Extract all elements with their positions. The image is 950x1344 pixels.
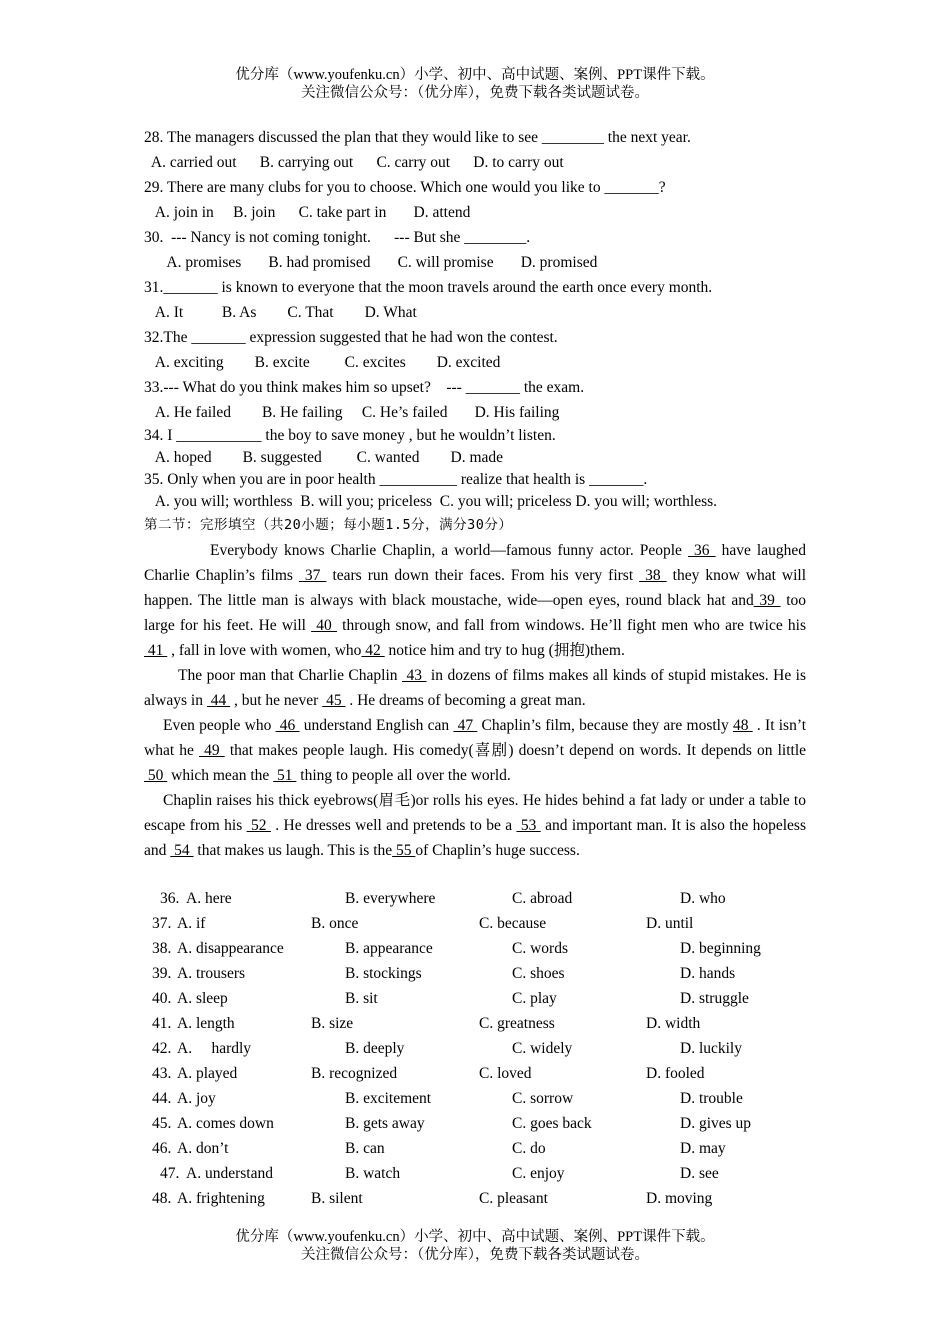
cloze-option-row-40: 40. A. sleep B. sit C. play D. struggle <box>152 990 749 1007</box>
blank-47: 47 <box>453 717 478 734</box>
cloze-option-row-38: 38. A. disappearance B. appearance C. words D. beginning <box>152 940 761 957</box>
blank-37: 37 <box>298 567 327 584</box>
passage-paragraph-4: Chaplin raises his thick eyebrows(眉毛)or rolls his eyes. He hides behind a fat lady or under a table to escape from his 52 . He dresses well and pretends to be a 53 and important man. It is also the hopeless and 54 that makes us laugh. This is the 55 of Chaplin’s huge success. <box>144 792 806 859</box>
blank-52: 52 <box>246 817 271 834</box>
question-33-options: A. He failed B. He failing C. He’s failed D. His failing <box>144 404 560 421</box>
blank-49: 49 <box>199 742 225 759</box>
page-header <box>0 66 950 102</box>
question-31-options: A. It B. As C. That D. What <box>144 304 417 321</box>
question-32-options: A. exciting B. excite C. excites D. excited <box>144 354 501 371</box>
cloze-option-row-45: 45. A. comes down B. gets away C. goes back D. gives up <box>152 1115 752 1132</box>
question-32-stem: 32.The _______ expression suggested that he had won the contest. <box>144 329 558 346</box>
blank-45: 45 <box>322 692 346 709</box>
question-33-stem: 33.--- What do you think makes him so upset? --- _______ the exam. <box>144 379 585 396</box>
header-line-1: 优分库（www.youfenku.cn）小学、初中、高中试题、案例、PPT课件下载。 <box>235 67 715 83</box>
question-28-options: A. carried out B. carrying out C. carry out D. to carry out <box>144 154 564 171</box>
question-31-stem: 31._______ is known to everyone that the moon travels around the earth once every month. <box>144 279 713 296</box>
cloze-option-row-39: 39. A. trousers B. stockings C. shoes D. hands <box>152 965 736 982</box>
cloze-option-row-41: 41. A. length B. size C. greatness D. width <box>152 1015 701 1032</box>
question-35-stem: 35. Only when you are in poor health __________ realize that health is _______. <box>144 471 648 488</box>
footer-line-1: 优分库（www.youfenku.cn）小学、初中、高中试题、案例、PPT课件下载。 <box>235 1229 715 1245</box>
blank-44: 44 <box>206 692 231 709</box>
blank-42: 42 <box>361 642 385 659</box>
question-29-stem: 29. There are many clubs for you to choose. Which one would you like to _______? <box>144 179 666 196</box>
blank-40: 40 <box>311 617 337 634</box>
blank-48: 48 <box>732 717 753 734</box>
header-line-2: 关注微信公众号：（优分库），免费下载各类试题试卷。 <box>301 85 649 101</box>
footer-line-2: 关注微信公众号：（优分库），免费下载各类试题试卷。 <box>301 1247 649 1263</box>
question-30-stem: 30. --- Nancy is not coming tonight. --- But she ________. <box>144 229 531 246</box>
blank-54: 54 <box>170 842 194 859</box>
question-29-options: A. join in B. join C. take part in D. attend <box>144 204 471 221</box>
exam-content <box>144 125 806 863</box>
blank-39: 39 <box>753 592 781 609</box>
cloze-option-row-46: 46. A. don’t B. can C. do D. may <box>152 1140 726 1157</box>
page-footer <box>0 1228 950 1264</box>
question-34-options: A. hoped B. suggested C. wanted D. made <box>144 449 504 466</box>
passage-paragraph-1: Everybody knows Charlie Chaplin, a world—famous funny actor. People 36 have laughed Charlie Chaplin’s films 37 tears run down their faces. From his very first 38 they know what will happen. The little man is always with black moustache, wide—open eyes, round black hat and 39 too large for his feet. He will 40 through snow, and fall from windows. He’ll fight men who are twice his 41 , fall in love with women, who 42 notice him and try to hug (拥抱)them. <box>144 542 807 659</box>
section-title: 第二节：完形填空（共20小题；每小题1.5分，满分30分） <box>144 517 513 533</box>
blank-55: 55 <box>392 842 416 859</box>
blank-51: 51 <box>273 767 297 784</box>
blank-38: 38 <box>639 567 667 584</box>
cloze-option-row-47: 47. A. understand B. watch C. enjoy D. see <box>160 1165 719 1182</box>
cloze-option-row-43: 43. A. played B. recognized C. loved D. fooled <box>152 1065 705 1082</box>
cloze-option-row-36: 36. A. here B. everywhere C. abroad D. who <box>160 890 726 907</box>
passage-paragraph-2: The poor man that Charlie Chaplin 43 in dozens of films makes all kinds of stupid mistakes. He is always in 44 , but he never 45 . He dreams of becoming a great man. <box>144 667 807 709</box>
question-28-stem: 28. The managers discussed the plan that they would like to see ________ the next year. <box>144 129 691 146</box>
passage-paragraph-3: Even people who 46 understand English can 47 Chaplin’s film, because they are mostly 48 . It isn’t what he 49 that makes people laugh. His comedy(喜剧) doesn’t depend on words. It depends on little 50 which mean the 51 thing to people all over the world. <box>144 717 807 784</box>
question-30-options: A. promises B. had promised C. will promise D. promised <box>144 254 598 271</box>
question-34-stem: 34. I ___________ the boy to save money , but he wouldn’t listen. <box>144 427 556 444</box>
cloze-option-row-37: 37. A. if B. once C. because D. until <box>152 915 694 932</box>
cloze-option-row-48: 48. A. frightening B. silent C. pleasant D. moving <box>152 1190 713 1207</box>
blank-46: 46 <box>275 717 300 734</box>
blank-50: 50 <box>144 767 168 784</box>
blank-43: 43 <box>401 667 427 684</box>
cloze-options-table <box>150 886 810 1211</box>
question-35-options: A. you will; worthless B. will you; priceless C. you will; priceless D. you will; worthless. <box>144 493 718 510</box>
blank-36: 36 <box>687 542 716 559</box>
blank-41: 41 <box>144 642 168 659</box>
cloze-option-row-44: 44. A. joy B. excitement C. sorrow D. trouble <box>152 1090 743 1107</box>
cloze-option-row-42: 42. A. hardly B. deeply C. widely D. luckily <box>152 1040 742 1057</box>
blank-53: 53 <box>516 817 541 834</box>
